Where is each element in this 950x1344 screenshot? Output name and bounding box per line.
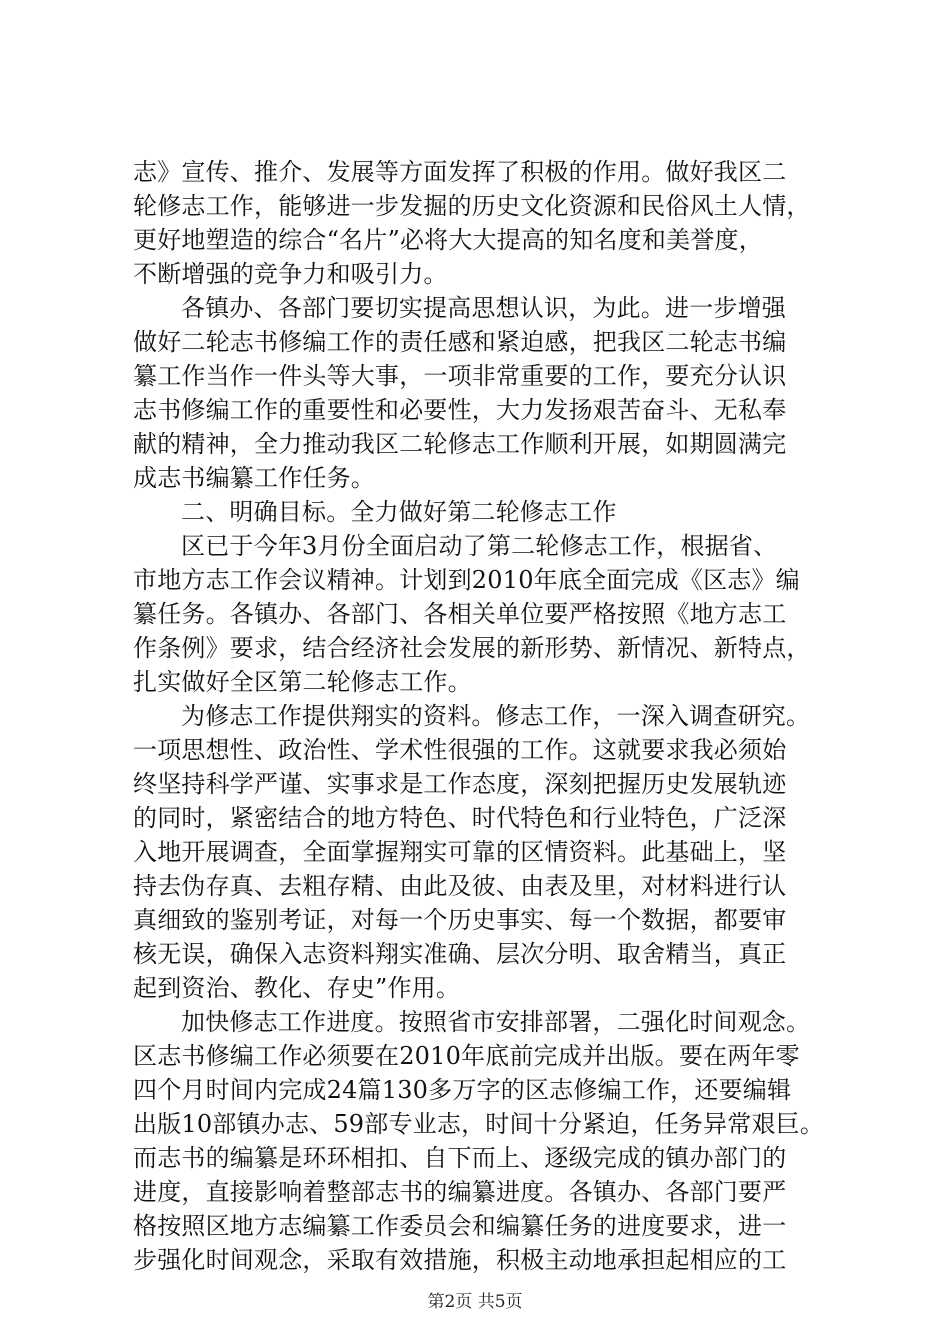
text-line: 真细致的鉴别考证，对每一个历史事实、每一个数据，都要审 [133, 906, 787, 934]
text-line: 不断增强的竞争力和吸引力。 [133, 260, 448, 288]
text-line: 做好二轮志书修编工作的责任感和紧迫感，把我区二轮志书编 [133, 328, 787, 356]
text-line: 一项思想性、政治性、学术性很强的工作。这就要求我必须始 [133, 736, 787, 764]
text-line: 的同时，紧密结合的地方特色、时代特色和行业特色，广泛深 [133, 804, 787, 832]
text-line: 志》宣传、推介、发展等方面发挥了积极的作用。做好我区二 [133, 158, 787, 186]
text-line: 市地方志工作会议精神。计划到2010年底全面完成《区志》编 [133, 566, 800, 594]
text-line: 而志书的编纂是环环相扣、自下而上、逐级完成的镇办部门的 [133, 1144, 787, 1172]
text-line: 进度，直接影响着整部志书的编纂进度。各镇办、各部门要严 [133, 1178, 787, 1206]
text-line: 起到资治、教化、存史”作用。 [133, 974, 461, 1002]
text-line: 格按照区地方志编纂工作委员会和编纂任务的进度要求，进一 [133, 1212, 787, 1240]
text-line: 入地开展调查，全面掌握翔实可靠的区情资料。此基础上，坚 [133, 838, 787, 866]
text-line: 轮修志工作，能够进一步发掘的历史文化资源和民俗风土人情， [133, 192, 811, 220]
text-line: 终坚持科学严谨、实事求是工作态度，深刻把握历史发展轨迹 [133, 770, 787, 798]
text-line: 作条例》要求，结合经济社会发展的新形势、新情况、新特点， [133, 634, 811, 662]
text-line: 区已于今年3月份全面启动了第二轮修志工作，根据省、 [181, 532, 778, 560]
text-line: 区志书修编工作必须要在2010年底前完成并出版。要在两年零 [133, 1042, 800, 1070]
text-line: 扎实做好全区第二轮修志工作。 [133, 668, 472, 696]
page-number-footer: 第2页 共5页 [427, 1292, 523, 1312]
section-heading: 二、明确目标。全力做好第二轮修志工作 [181, 498, 617, 526]
text-line: 献的精神，全力推动我区二轮修志工作顺利开展，如期圆满完 [133, 430, 787, 458]
text-line: 核无误，确保入志资料翔实准确、层次分明、取舍精当，真正 [133, 940, 787, 968]
text-line: 步强化时间观念，采取有效措施，积极主动地承担起相应的工 [133, 1246, 787, 1274]
text-line: 纂工作当作一件头等大事，一项非常重要的工作，要充分认识 [133, 362, 787, 390]
text-line: 持去伪存真、去粗存精、由此及彼、由表及里，对材料进行认 [133, 872, 787, 900]
text-line: 出版10部镇办志、59部专业志，时间十分紧迫，任务异常艰巨。 [133, 1110, 825, 1138]
text-line: 纂任务。各镇办、各部门、各相关单位要严格按照《地方志工 [133, 600, 787, 628]
text-line: 四个月时间内完成24篇130多万字的区志修编工作，还要编辑 [133, 1076, 792, 1104]
text-line: 更好地塑造的综合“名片”必将大大提高的知名度和美誉度， [133, 226, 763, 254]
text-line: 志书修编工作的重要性和必要性，大力发扬艰苦奋斗、无私奉 [133, 396, 787, 424]
text-line: 成志书编纂工作任务。 [133, 464, 375, 492]
text-line: 各镇办、各部门要切实提高思想认识，为此。进一步增强 [181, 294, 786, 322]
body-text [133, 155, 853, 1277]
text-line: 为修志工作提供翔实的资料。修志工作，一深入调查研究。 [181, 702, 811, 730]
text-line: 加快修志工作进度。按照省市安排部署，二强化时间观念。 [181, 1008, 811, 1036]
